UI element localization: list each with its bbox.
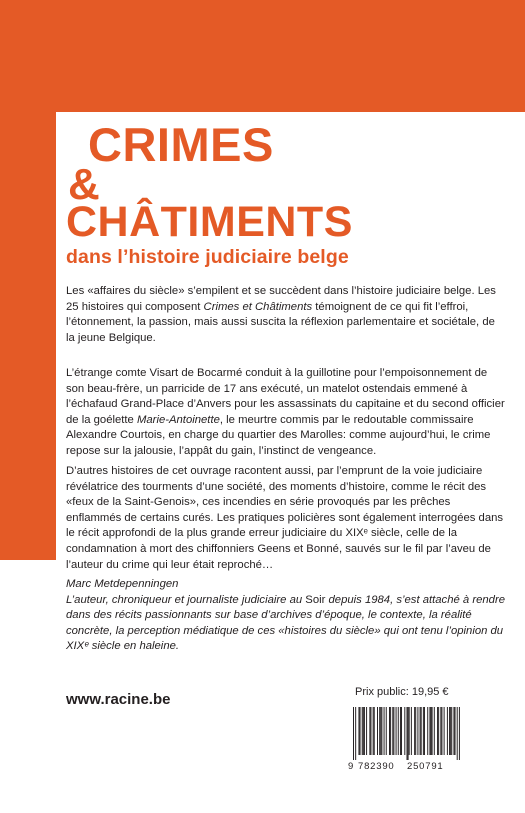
barcode-bar xyxy=(431,707,432,755)
isbn-digits xyxy=(348,761,462,772)
barcode-bar xyxy=(407,707,408,760)
barcode-bar xyxy=(374,707,375,755)
barcode-bar xyxy=(432,707,433,755)
barcode-bar xyxy=(423,707,424,755)
barcode-bar xyxy=(424,707,425,755)
barcode-bar xyxy=(389,707,390,755)
barcode-bar xyxy=(404,707,405,755)
price-label: Prix public: 19,95 € xyxy=(355,686,449,698)
barcode-bar xyxy=(447,707,448,755)
barcode-bar xyxy=(373,707,374,755)
barcode-bar xyxy=(362,707,363,755)
barcode-bar xyxy=(438,707,439,755)
barcode-bar xyxy=(415,707,416,755)
barcode-bar xyxy=(377,707,378,755)
barcode-bar xyxy=(390,707,391,755)
body-text-run: témoignent de ce qui fit l’effroi, l’étonnement, la passion, mais aussi suscita la réflexion parlementaire et sociétale, de la jeune Belgique. xyxy=(66,300,495,344)
barcode-bar xyxy=(444,707,445,755)
barcode-bar xyxy=(360,707,361,755)
barcode-bar xyxy=(434,707,435,755)
barcode-bar xyxy=(437,707,438,755)
body-text-run: L’étrange comte Visart de Bocarmé conduit à la guillotine pour l’empoisonnement de son beau-frère, un parricide de 17 ans exécuté, un matelot ostendais emmené à l’échafaud Grand-Place d’Anvers pour les assassinats du capitaine et du second officier de la goélette xyxy=(66,367,505,426)
isbn-barcode xyxy=(353,707,460,760)
barcode-bar xyxy=(457,707,458,760)
isbn-digit-prefix: 9 xyxy=(348,761,354,772)
author-bio-newspaper: Soir xyxy=(305,593,326,606)
barcode-bar xyxy=(449,707,450,755)
barcode-bar xyxy=(386,707,387,755)
barcode-bar xyxy=(408,707,409,760)
barcode-bar xyxy=(398,707,399,755)
barcode-bar xyxy=(417,707,418,755)
barcode-bar xyxy=(450,707,451,755)
isbn-digits-right: 250791 xyxy=(407,761,444,772)
barcode-bar xyxy=(429,707,430,755)
barcode-bar xyxy=(364,707,365,755)
barcode-bar xyxy=(355,707,356,760)
barcode-bar xyxy=(353,707,354,760)
barcode-bar xyxy=(379,707,380,755)
body-text-run: , le meurtre commis par le redoutable commissaire Alexandre Courtois, en charge du quartier des Marolles: comme aujourd’hui, le crime repose sur la jalousie, l’appât du gain, l’instinct de vengeance. xyxy=(66,413,491,457)
barcode-bar xyxy=(420,707,421,755)
author-bio-end: depuis 1984, s’est attaché à rendre dans des récits passionnants sur base d’archives d’époque, le contexte, la réalité concrète, la perception médiatique de ces «histoires du siècle» qui ont tenu l’opinion du XIXᵉ siècle en haleine. xyxy=(66,593,505,653)
book-subtitle: dans l’histoire judiciaire belge xyxy=(66,246,349,268)
author-note xyxy=(66,577,506,655)
barcode-bar xyxy=(384,707,385,755)
barcode-bar xyxy=(453,707,454,755)
author-name: Marc Metdepenningen xyxy=(66,578,179,590)
barcode-bar xyxy=(451,707,452,755)
barcode-bar xyxy=(396,707,397,755)
barcode-bar xyxy=(392,707,393,755)
italic-title-text: Crimes et Châtiments xyxy=(203,300,313,313)
italic-title-text: Marie-Antoinette xyxy=(136,413,220,426)
title-line-chatiments: CHÂTIMENTS xyxy=(66,198,353,246)
barcode-bar xyxy=(358,707,359,755)
blurb-paragraph-2 xyxy=(66,366,506,460)
title-line-crimes: CRIMES xyxy=(88,118,274,171)
barcode-bar xyxy=(411,707,412,755)
publisher-url[interactable]: www.racine.be xyxy=(66,691,171,708)
barcode-bar xyxy=(441,707,442,755)
isbn-digits-left: 782390 xyxy=(358,761,395,772)
title-ampersand: & xyxy=(68,160,100,209)
barcode-bar xyxy=(400,707,401,755)
barcode-bar xyxy=(459,707,460,760)
barcode-bar xyxy=(381,707,382,755)
author-bio-start: L’auteur, chroniqueur et journaliste judiciaire au xyxy=(66,593,306,606)
barcode-bar xyxy=(370,707,371,755)
blurb-paragraph-3 xyxy=(66,464,506,573)
orange-left-band xyxy=(0,0,56,560)
barcode-bar xyxy=(421,707,422,755)
blurb-paragraph-1 xyxy=(66,284,506,346)
barcode-bar xyxy=(363,707,364,755)
body-text-run: Les «affaires du siècle» s’empilent et se succèdent dans l’histoire judiciaire belge. Les 25 histoires qui composent xyxy=(66,285,496,313)
barcode-bar xyxy=(380,707,381,755)
barcode-bar xyxy=(393,707,394,755)
barcode-bar xyxy=(366,707,367,755)
barcode-bar xyxy=(369,707,370,755)
body-text-run: D’autres histoires de cet ouvrage racontent aussi, par l’emprunt de la voie judiciaire révélatrice des tourments d’une société, des moments d’histoire, comme le récit des «feux de la Saint-Genois», ces incendies en série provoqués par les prêches enflammés de certains curés. Les pratiques policières sont également interrogées dans le récit approfondi de la plus grande erreur judiciaire du XIXᵉ siècle, celle de la condamnation à mort des chiffonniers Geens et Bonné, sauvés sur le fil par l’aveu de l’auteur du crime qui leur était reproché… xyxy=(66,465,504,571)
barcode-bar xyxy=(414,707,415,755)
barcode-bar xyxy=(455,707,456,755)
barcode-bar xyxy=(427,707,428,755)
barcode-bar xyxy=(409,707,410,755)
book-title xyxy=(66,118,486,246)
barcode-bar xyxy=(401,707,402,755)
barcode-bar xyxy=(440,707,441,755)
